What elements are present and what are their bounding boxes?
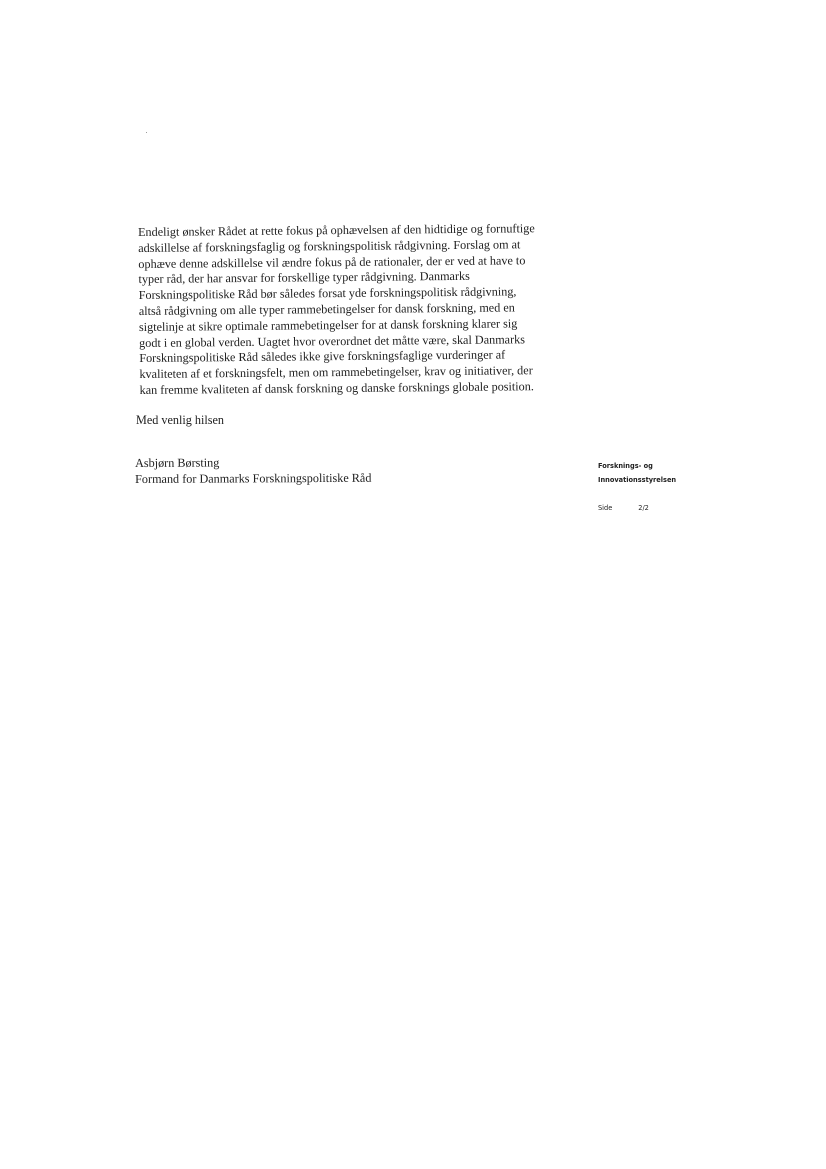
- body-line: Forskningspolitiske Råd således ikke give forskningsfaglige vurderinger af: [139, 347, 506, 366]
- signer-title: Formand for Danmarks Forskningspolitiske Råd: [135, 470, 372, 486]
- letter-body-paragraph: [138, 221, 590, 399]
- page-number: 2/2: [638, 504, 649, 512]
- body-line: kvaliteten af et forskningsfelt, men om rammebetingelser, krav og initiativer, der: [139, 363, 533, 382]
- scan-speck: [146, 132, 147, 133]
- body-line: Forskningspolitiske Råd bør således forsat yde forskningspolitisk rådgivning,: [138, 284, 517, 303]
- page-reference: [598, 503, 676, 513]
- organization-name-line2: Innovationsstyrelsen: [598, 476, 677, 484]
- signer-name: Asbjørn Børsting: [135, 455, 220, 470]
- body-line: ophæve denne adskillelse vil ændre fokus på de rationaler, der er ved at have to: [138, 252, 526, 271]
- body-line: typer råd, der har ansvar for forskellige typer rådgivning. Danmarks: [138, 269, 470, 287]
- closing-greeting: Med venlig hilsen: [136, 413, 225, 427]
- body-line: altså rådgivning om alle typer rammebetingelser for dansk forskning, med en: [138, 300, 515, 318]
- body-line: sigtelinje at sikre optimale rammebetingelser for at dansk forskning klarer sig: [138, 316, 518, 334]
- signature-block: [135, 454, 371, 487]
- body-line: adskillelse af forskningsfaglig og forskningspolitisk rådgivning. Forslag om at: [138, 237, 521, 255]
- body-line: Endeligt ønsker Rådet at rette fokus på ophævelsen af den hidtidige og fornuftige: [138, 221, 535, 239]
- sender-sidebar: [598, 459, 676, 513]
- body-line: kan fremme kvaliteten af dansk forskning og danske forsknings globale position.: [139, 379, 534, 397]
- body-line: godt i en global verden. Uagtet hvor overordnet det måtte være, skal Danmarks: [139, 331, 526, 350]
- page-label: Side: [598, 504, 613, 512]
- organization-name-line1: Forsknings- og: [598, 462, 653, 470]
